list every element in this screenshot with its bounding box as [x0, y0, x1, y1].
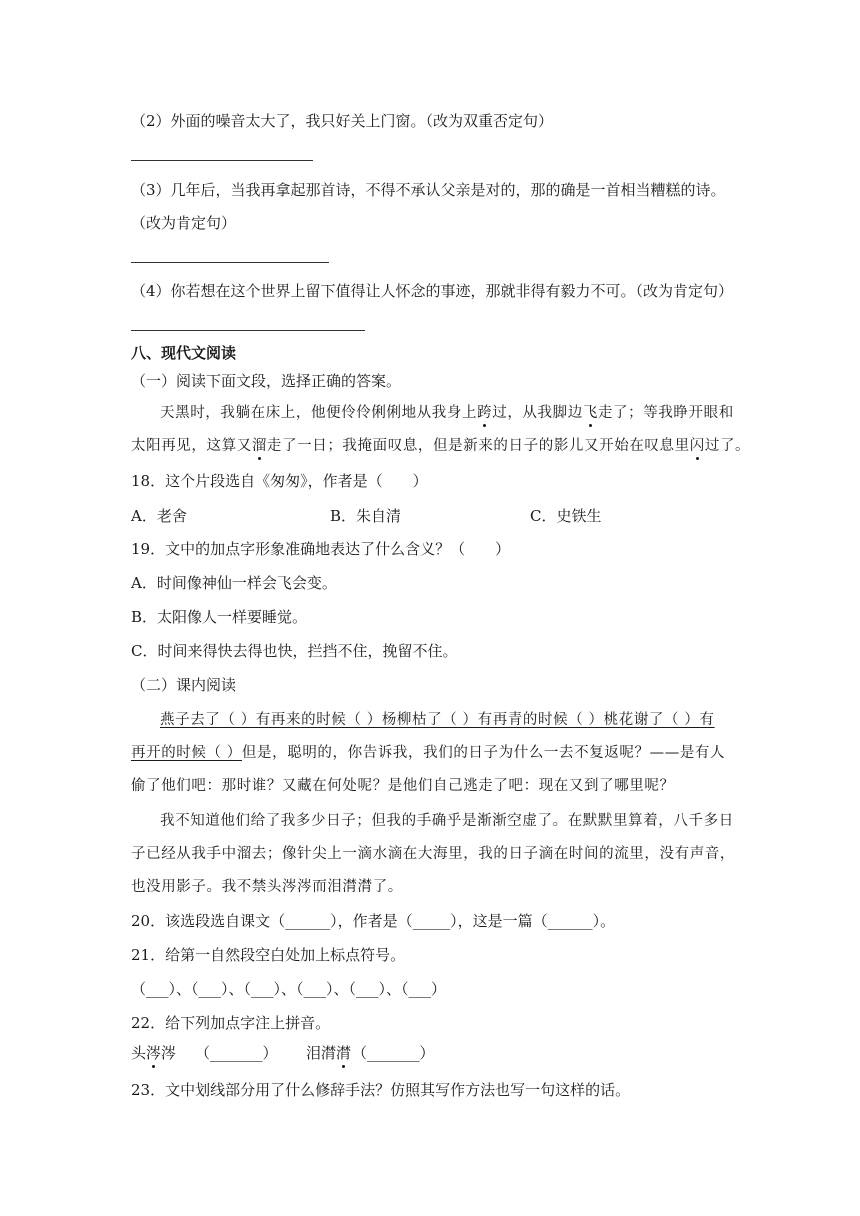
passage-text: 走了一日；我掩面叹息，但是新来的日子的影儿又开始在叹息里: [266, 438, 690, 454]
passage2-line2: [131, 743, 725, 763]
passage-text: 但是，聪明的，你告诉我，我们的日子为什么一去不复返呢？——是有人: [241, 745, 726, 761]
passage-text: 走了；等我睁开眼和: [597, 405, 734, 421]
answer-line-4[interactable]: [131, 330, 365, 331]
question-3-line1: （3）几年后，当我再拿起那首诗，不得不承认父亲是对的，那的确是一首相当糟糕的诗。: [131, 181, 726, 199]
question-3-line2: （改为肯定句）: [131, 214, 237, 232]
dotted-char: 跨: [477, 405, 493, 421]
part1-heading: （一）阅读下面文段，选择正确的答案。: [131, 372, 402, 390]
word-char: 头: [131, 1044, 147, 1062]
passage1-line1: [160, 403, 734, 423]
passage-text: 过了。: [704, 438, 751, 454]
q22-word-2: [306, 1043, 351, 1063]
word-char: 泪: [306, 1044, 322, 1062]
part2-heading: （二）课内阅读: [131, 676, 237, 694]
dotted-char: 飞: [582, 405, 598, 421]
question-19: 19．文中的加点字形象准确地表达了什么含义？（ ）: [131, 540, 511, 558]
passage-text: 天黑时，我躺在床上，他便伶伶俐俐地从我身上: [160, 405, 478, 421]
question-4: （4）你若想在这个世界上留下值得让人怀念的事迹，那就非得有毅力不可。（改为肯定句）: [131, 282, 734, 300]
question-23: 23．文中划线部分用了什么修辞手法？仿照其写作方法也写一句这样的话。: [131, 1081, 631, 1099]
question-18: 18．这个片段选自《匆匆》，作者是（ ）: [131, 472, 428, 490]
passage-text: 太阳再见，这算又: [131, 438, 252, 454]
question-22: 22．给下列加点字注上拼音。: [131, 1014, 331, 1032]
word-char: 涔: [161, 1044, 177, 1062]
word-char: 潸: [321, 1044, 337, 1062]
underlined-text: 再开的时候（ ）: [131, 745, 242, 761]
q22-blank-2[interactable]: （_______）: [352, 1044, 435, 1062]
dotted-char: 潸: [336, 1044, 352, 1062]
passage-text: 过，从我脚边: [492, 405, 583, 421]
question-20: 20．该选段选自课文（______），作者是（_____），这是一篇（______）。: [131, 912, 616, 930]
q21-answer-blanks[interactable]: （___）、（___）、（___）、（___）、（___）、（___）: [131, 980, 447, 998]
answer-line-2[interactable]: [131, 160, 313, 161]
q18-option-c[interactable]: C．史铁生: [530, 507, 602, 525]
question-21: 21．给第一自然段空白处加上标点符号。: [131, 946, 406, 964]
passage2-p2-line2: 子已经从我手中溜去；像针尖上一滴水滴在大海里，我的日子滴在时间的流里，没有声音，: [131, 846, 735, 862]
q19-option-a[interactable]: A．时间像神仙一样会飞会变。: [131, 574, 337, 592]
section-title: 八、现代文阅读: [131, 344, 237, 362]
dotted-char: 涔: [146, 1044, 162, 1062]
passage2-p2-line1: 我不知道他们给了我多少日子；但我的手确乎是渐渐空虚了。在默默里算着，八千多日: [160, 813, 734, 829]
answer-line-3[interactable]: [131, 262, 329, 263]
question-2: （2）外面的噪音太大了，我只好关上门窗。（改为双重否定句）: [131, 112, 554, 130]
passage1-line2: [131, 436, 750, 456]
q19-option-c[interactable]: C．时间来得快去得也快，拦挡不住，挽留不住。: [131, 642, 458, 660]
q19-option-b[interactable]: B．太阳像人一样要睡觉。: [131, 608, 308, 626]
q18-option-a[interactable]: A．老舍: [131, 507, 187, 525]
q18-option-b[interactable]: B．朱自清: [330, 507, 402, 525]
passage2-p2-line3: 也没用影子。我不禁头涔涔而泪潸潸了。: [131, 879, 403, 895]
dotted-char: 闪: [689, 438, 705, 454]
passage2-line1: 燕子去了（ ）有再来的时候（ ）杨柳枯了（ ）有再青的时候（ ）桃花谢了（ ）有: [160, 712, 715, 728]
q22-blank-1[interactable]: （_______）: [195, 1044, 278, 1062]
passage2-line3: 偷了他们吧：那时谁？又藏在何处呢？是他们自己逃走了吧：现在又到了哪里呢？: [131, 778, 675, 794]
q22-word-1: [131, 1043, 176, 1063]
dotted-char: 溜: [251, 438, 267, 454]
